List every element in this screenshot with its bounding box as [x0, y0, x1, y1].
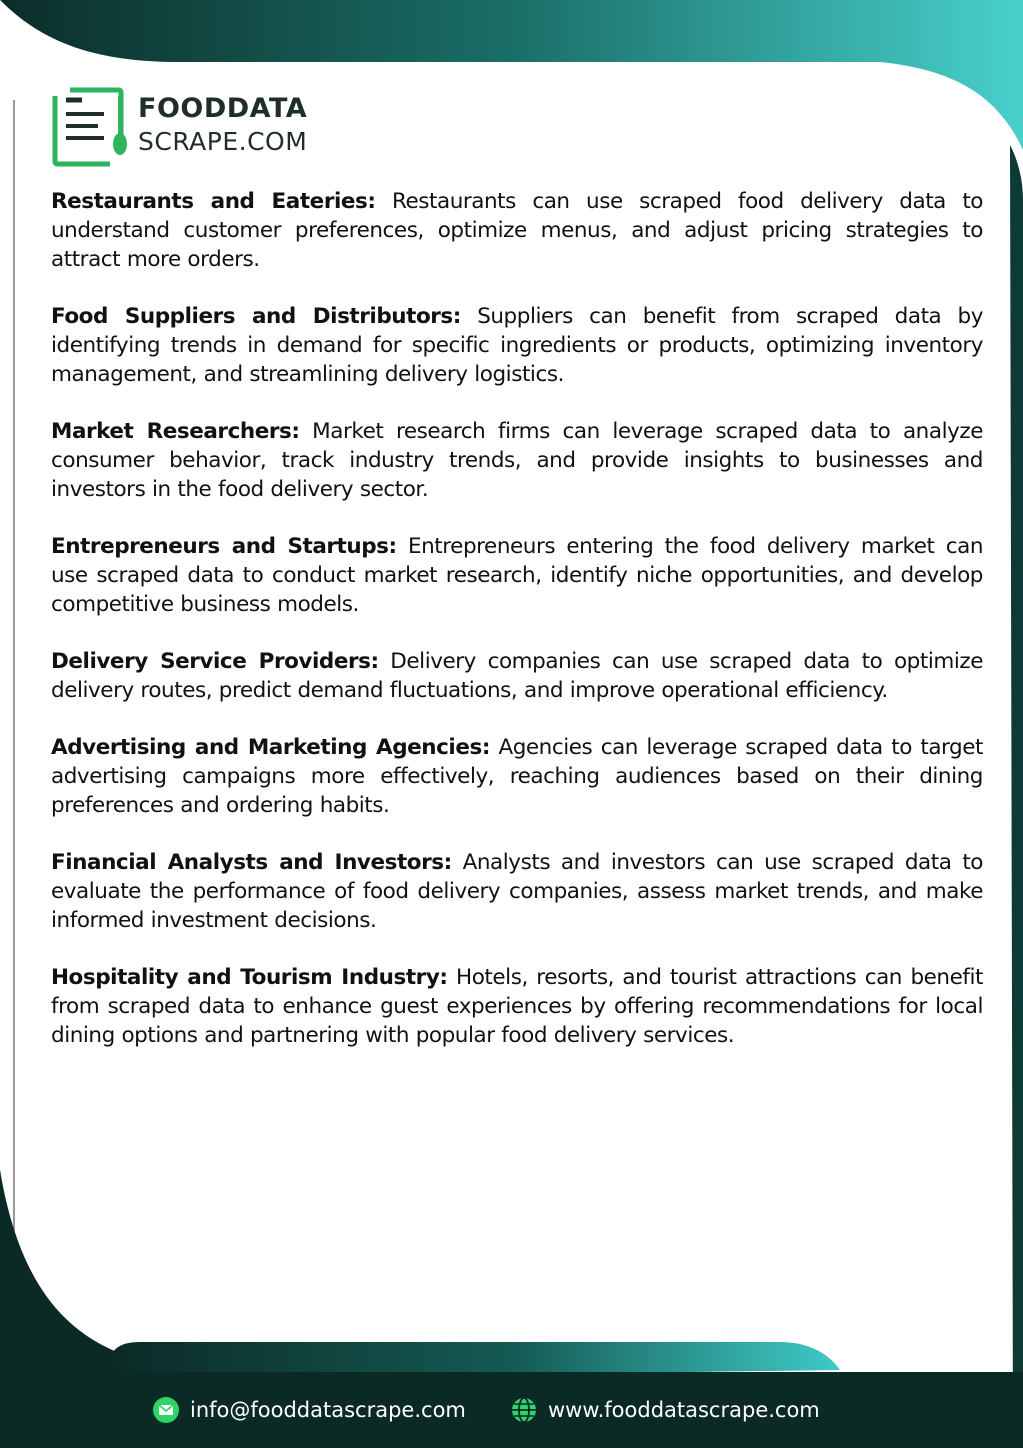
- brand-logo[interactable]: [52, 86, 342, 168]
- brand-name-line1: FOODDATA: [138, 93, 308, 124]
- footer-email-link[interactable]: [152, 1395, 466, 1425]
- item-text: Agencies can leverage scraped data to target advertising campaigns more effectively, reaching audiences based on their dining preferences and ordering habits.: [51, 735, 984, 818]
- list-item: [51, 532, 983, 619]
- item-title: Advertising and Marketing Agencies:: [51, 735, 490, 760]
- globe-icon: [510, 1396, 538, 1424]
- list-item: [51, 417, 983, 504]
- item-text: Hotels, resorts, and tourist attractions can benefit from scraped data to enhance guest experiences by offering recommendations for local dining options and partnering with popular food delivery services.: [51, 965, 983, 1048]
- list-item: [51, 963, 983, 1050]
- content-list: [51, 187, 983, 1078]
- list-item: [51, 647, 983, 705]
- item-text: Delivery companies can use scraped data to optimize delivery routes, predict demand fluctuations, and improve operational efficiency.: [51, 649, 984, 703]
- item-title: Financial Analysts and Investors:: [51, 850, 452, 875]
- footer-website-link[interactable]: [510, 1395, 820, 1425]
- menu-list-spoon-icon: [52, 86, 132, 168]
- item-text: Entrepreneurs entering the food delivery market can use scraped data to conduct market research, identify niche opportunities, and develop competitive business models.: [51, 534, 983, 617]
- footer-website: www.fooddatascrape.com: [548, 1398, 820, 1422]
- right-edge: [1010, 145, 1023, 1448]
- footer-email: info@fooddatascrape.com: [190, 1398, 466, 1422]
- item-title: Delivery Service Providers:: [51, 649, 379, 674]
- item-title: Restaurants and Eateries:: [51, 189, 376, 214]
- item-text: Suppliers can benefit from scraped data by identifying trends in demand for specific ingredients or products, optimizing inventory management, and streamlining delivery logistics.: [51, 304, 984, 387]
- item-text: Analysts and investors can use scraped data to evaluate the performance of food delivery companies, assess market trends, and make informed investment decisions.: [51, 850, 984, 933]
- mail-icon: [152, 1396, 180, 1424]
- item-text: Market research firms can leverage scraped data to analyze consumer behavior, track industry trends, and provide insights to businesses and investors in the food delivery sector.: [51, 419, 983, 502]
- list-item: [51, 848, 983, 935]
- item-title: Market Researchers:: [51, 419, 300, 444]
- item-title: Food Suppliers and Distributors:: [51, 304, 461, 329]
- list-item: [51, 733, 983, 820]
- item-title: Hospitality and Tourism Industry:: [51, 965, 448, 990]
- list-item: [51, 187, 983, 274]
- brand-name-line2: SCRAPE.COM: [138, 127, 308, 156]
- item-text: Restaurants can use scraped food delivery data to understand customer preferences, optimize menus, and adjust pricing strategies to attract more orders.: [51, 189, 983, 272]
- list-item: [51, 302, 983, 389]
- item-title: Entrepreneurs and Startups:: [51, 534, 397, 559]
